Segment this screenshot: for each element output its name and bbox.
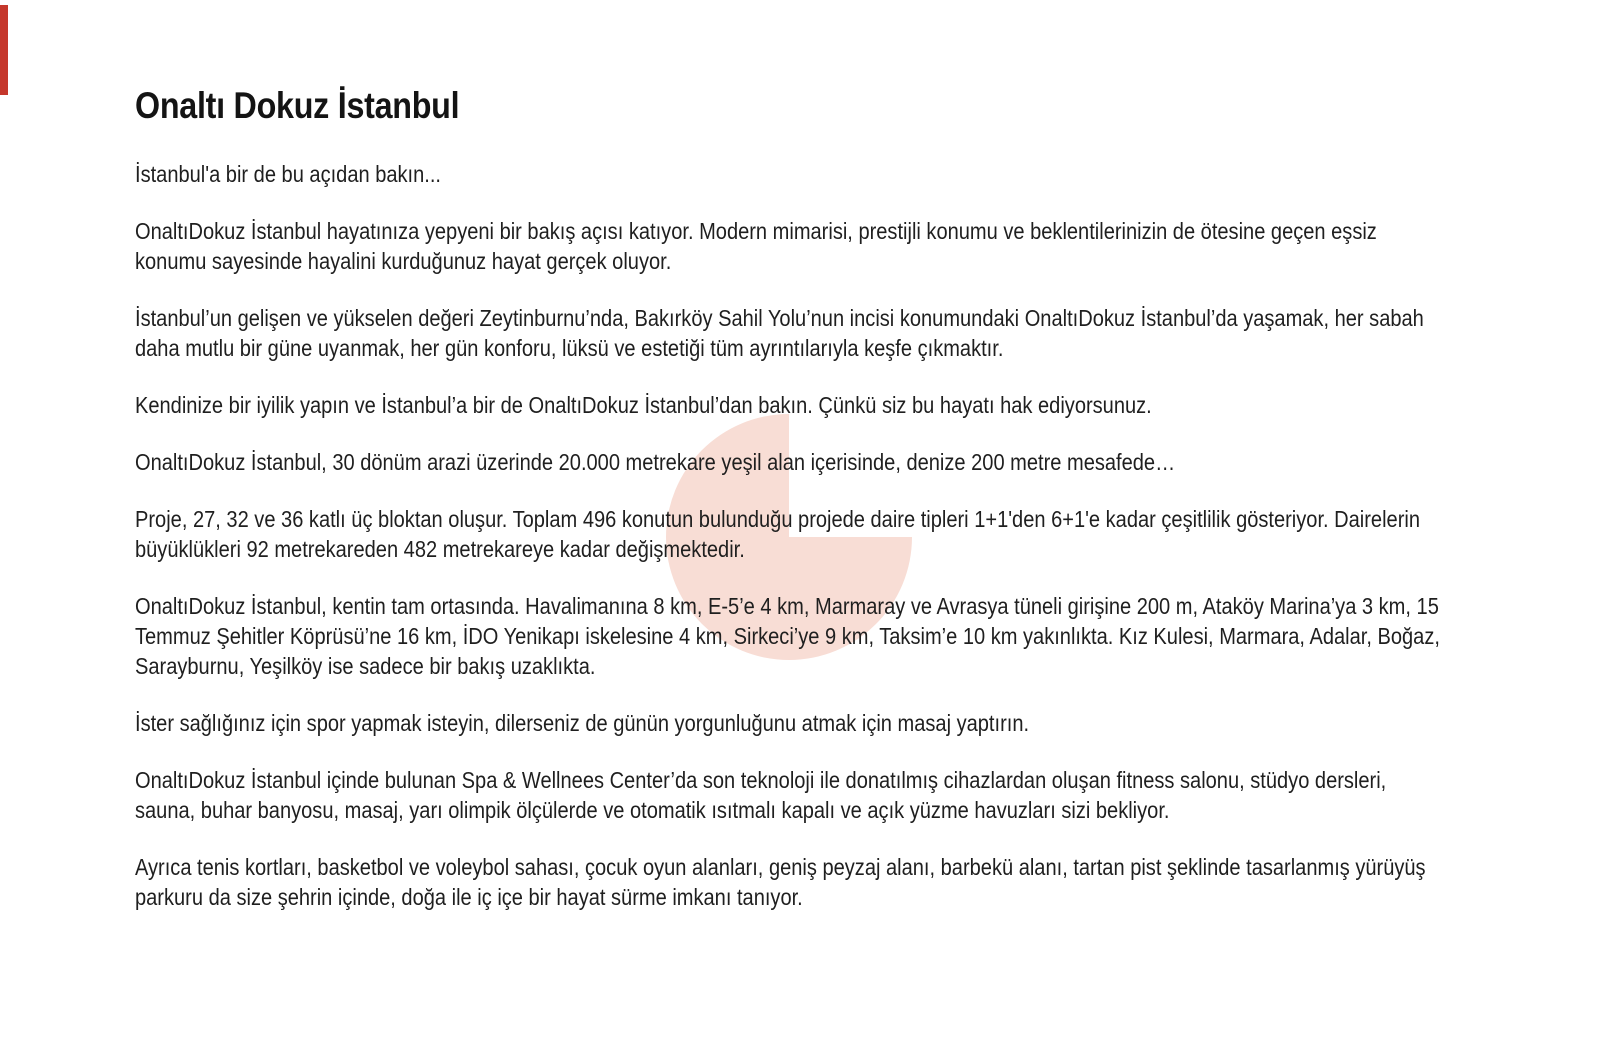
article [135, 84, 1443, 939]
paragraph: İster sağlığınız için spor yapmak isteyin, dilerseniz de günün yorgunluğunu atmak için masaj yaptırın. [135, 710, 1030, 736]
paragraph: İstanbul'a bir de bu açıdan bakın... [135, 161, 442, 187]
paragraph: OnaltıDokuz İstanbul hayatınıza yepyeni bir bakış açısı katıyor. Modern mimarisi, prestijli konumu ve beklentilerinizin de ötesine geçen eşsiz konumu sayesinde hayalini kurduğunuz hayat gerçek oluyor. [135, 218, 1377, 274]
paragraph: OnaltıDokuz İstanbul, kentin tam ortasında. Havalimanına 8 km, E-5’e 4 km, Marmaray ve Avrasya tüneli girişine 200 m, Ataköy Marina’ya 3 km, 15 Temmuz Şehitler Köprüsü’ne 16 km, İDO Yenikapı iskelesine 4 km, Sirkeci’ye 9 km, Taksim’e 10 km yakınlıkta. Kız Kulesi, Marmara, Adalar, Boğaz, Sarayburnu, Yeşilköy ise sadece bir bakış uzaklıkta. [135, 593, 1440, 679]
page-title: Onaltı Dokuz İstanbul [135, 85, 460, 126]
paragraph: OnaltıDokuz İstanbul, 30 dönüm arazi üzerinde 20.000 metrekare yeşil alan içerisinde, denize 200 metre mesafede… [135, 449, 1176, 475]
paragraph: Proje, 27, 32 ve 36 katlı üç bloktan oluşur. Toplam 496 konutun bulunduğu projede daire tipleri 1+1'den 6+1'e kadar çeşitlilik gösteriyor. Dairelerin büyüklükleri 92 metrekareden 482 metrekareye kadar değişmektedir. [135, 506, 1420, 562]
paragraph: İstanbul’un gelişen ve yükselen değeri Zeytinburnu’nda, Bakırköy Sahil Yolu’nun incisi konumundaki OnaltıDokuz İstanbul’da yaşamak, her sabah daha mutlu bir güne uyanmak, her gün konforu, lüksü ve estetiği tüm ayrıntılarıyla keşfe çıkmaktır. [135, 305, 1424, 361]
paragraph: OnaltıDokuz İstanbul içinde bulunan Spa & Wellnees Center’da son teknoloji ile donatılmış cihazlardan oluşan fitness salonu, stüdyo dersleri, sauna, buhar banyosu, masaj, yarı olimpik ölçülerde ve otomatik ısıtmalı kapalı ve açık yüzme havuzları sizi bekliyor. [135, 767, 1387, 823]
article-body [135, 159, 1443, 912]
paragraph: Ayrıca tenis kortları, basketbol ve voleybol sahası, çocuk oyun alanları, geniş peyzaj alanı, barbekü alanı, tartan pist şeklinde tasarlanmış yürüyüş parkuru da size şehrin içinde, doğa ile iç içe bir hayat sürme imkanı tanıyor. [135, 854, 1426, 910]
paragraph: Kendinize bir iyilik yapın ve İstanbul’a bir de OnaltıDokuz İstanbul’dan bakın. Çünkü siz bu hayatı hak ediyorsunuz. [135, 392, 1152, 418]
accent-bar [0, 5, 8, 95]
